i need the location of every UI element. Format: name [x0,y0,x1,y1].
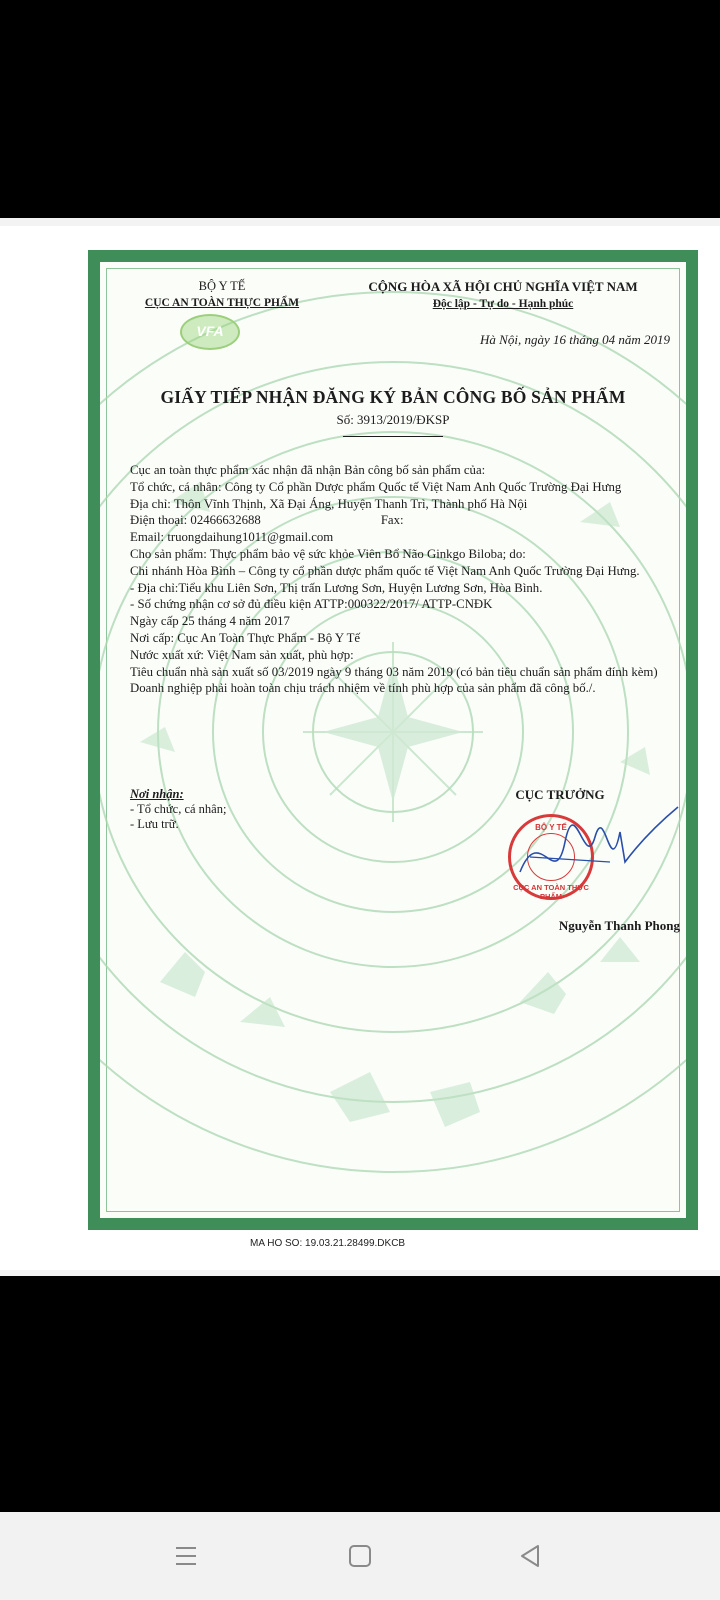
certificate-frame [88,250,698,1230]
handwritten-signature [500,802,680,902]
recipient-item: - Tổ chức, cá nhân; [130,802,227,816]
certificate-body [130,462,678,697]
branch-line: Chi nhánh Hòa Bình – Công ty cổ phần dược phẩm quốc tế Việt Nam Anh Quốc Trường Đại Hưng. [130,563,640,578]
document-number: Số: 3913/2019/ĐKSP [336,412,450,427]
navigation-bar [0,1512,720,1600]
national-header [338,278,668,313]
ministry-name: BỘ Y TẾ [198,279,246,293]
intro-line: Cục an toàn thực phẩm xác nhận đã nhận Bản công bố sản phẩm của: [130,463,486,477]
document-viewer[interactable] [0,218,720,1276]
email-line: Email: truongdaihung1011@gmail.com [130,530,334,545]
product-line: Cho sản phẩm: Thực phẩm bảo vệ sức khỏe Viên Bổ Não Ginkgo Biloba; do: [130,546,526,561]
issuing-authority [112,278,332,312]
issue-date-line: Ngày cấp 25 tháng 4 năm 2017 [130,614,290,629]
recipients-heading: Nơi nhận: [130,787,184,801]
certificate-content [100,262,686,1218]
document-page [0,226,720,1270]
square-home-icon[interactable] [342,1538,378,1574]
menu-icon[interactable] [168,1538,204,1574]
fax-text: Fax: [380,513,404,528]
republic-name: CỘNG HÒA XÃ HỘI CHỦ NGHĨA VIỆT NAM [368,279,638,294]
place-date: Hà Nội, ngày 16 tháng 04 năm 2019 [480,332,670,347]
organization-line: Tổ chức, cá nhân: Công ty Cổ phần Dược phẩm Quốc tế Việt Nam Anh Quốc Trường Đại Hưng [130,479,622,494]
standard-line: Tiêu chuẩn nhà sản xuất số 03/2019 ngày 9 tháng 03 năm 2019 (có bản tiêu chuẩn sản phẩm đính kèm) [130,664,658,679]
branch-address-line: - Địa chỉ:Tiểu khu Liên Sơn, Thị trấn Lương Sơn, Huyện Lương Sơn, Hòa Bình. [130,580,543,595]
phone-fax-line [130,512,678,529]
bottom-black-area [0,1276,720,1512]
document-title: GIẤY TIẾP NHẬN ĐĂNG KÝ BẢN CÔNG BỐ SẢN PHẨM [160,387,626,407]
responsibility-line: Doanh nghiệp phải hoàn toàn chịu trách nhiệm về tính phù hợp của sản phẩm đã công bố./. [130,681,596,696]
vfa-logo: VFA [180,314,240,350]
seal-top-text: BỘ Y TẾ [535,823,567,832]
certificate-line: - Số chứng nhận cơ sở đủ điều kiện ATTP:000322/2017/ ATTP-CNĐK [130,597,493,612]
signer-name: Nguyễn Thanh Phong [558,918,680,933]
department-name: CỤC AN TOÀN THỰC PHẨM [144,297,300,309]
phone-text: Điện thoại: 02466632688 [130,513,261,528]
signer-title: CỤC TRƯỞNG [515,787,605,802]
address-line: Địa chỉ: Thôn Vĩnh Thịnh, Xã Đại Áng, Huyện Thanh Trì, Thành phố Hà Nội [130,496,528,511]
triangle-back-icon[interactable] [512,1538,548,1574]
number-underline [343,436,443,437]
status-area-black [0,0,720,218]
issuer-line: Nơi cấp: Cục An Toàn Thực Phẩm - Bộ Y Tế [130,630,361,645]
signature-block [440,787,680,803]
file-code: MA HO SO: 19.03.21.28499.DKCB [250,1238,406,1249]
recipient-item: - Lưu trữ. [130,817,179,831]
origin-line: Nước xuất xứ: Việt Nam sản xuất, phù hợp: [130,647,354,662]
recipients [130,787,350,832]
national-motto: Độc lập - Tự do - Hạnh phúc [432,298,574,310]
seal-bottom-text: CỤC AN TOÀN THỰC PHẨM [513,883,589,901]
